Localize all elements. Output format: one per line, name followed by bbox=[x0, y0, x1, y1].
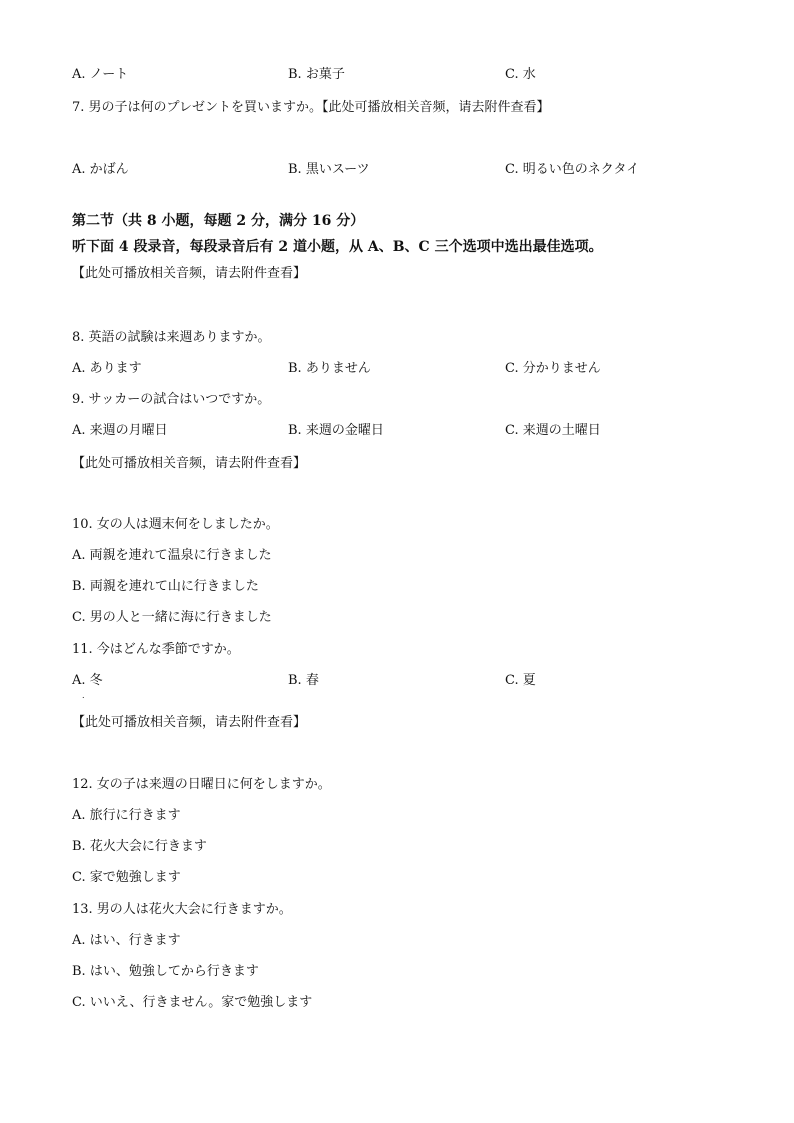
q10-option-b: B. 両親を連れて山に行きました bbox=[72, 579, 259, 594]
audio-note: 【此处可播放相关音频，请去附件查看】 bbox=[72, 715, 307, 730]
q13-option-b: B. はい、勉強してから行きます bbox=[72, 964, 259, 979]
q10-option-c: C. 男の人と一緒に海に行きました bbox=[72, 610, 272, 625]
q9-option-c: C. 来週の土曜日 bbox=[505, 423, 601, 438]
q11-option-a: A. 冬 bbox=[72, 673, 103, 688]
audio-note: 【此处可播放相关音频，请去附件查看】 bbox=[72, 266, 307, 281]
q8-option-a: A. あります bbox=[72, 361, 142, 376]
q8-option-b: B. ありません bbox=[288, 361, 371, 376]
q8-question: 8. 英語の試験は来週ありますか。 bbox=[72, 330, 271, 345]
q6-option-b: B. お菓子 bbox=[288, 67, 345, 82]
q7-question: 7. 男の子は何のプレゼントを買いますか。【此处可播放相关音频，请去附件查看】 bbox=[72, 100, 550, 115]
q13-option-c: C. いいえ、行きません。家で勉強します bbox=[72, 995, 313, 1010]
q12-option-c: C. 家で勉強します bbox=[72, 870, 181, 885]
q7-option-a: A. かばん bbox=[72, 162, 129, 177]
q9-option-b: B. 来週の金曜日 bbox=[288, 423, 384, 438]
q7-option-c: C. 明るい色のネクタイ bbox=[505, 162, 640, 177]
q6-option-a: A. ノート bbox=[72, 67, 129, 82]
q12-question: 12. 女の子は来週の日曜日に何をしますか。 bbox=[72, 777, 331, 792]
q11-option-c: C. 夏 bbox=[505, 673, 536, 688]
q6-option-c: C. 水 bbox=[505, 67, 536, 82]
q11-question: 11. 今はどんな季節ですか。 bbox=[72, 642, 240, 657]
q12-option-a: A. 旅行に行きます bbox=[72, 808, 181, 823]
q10-option-a: A. 両親を連れて温泉に行きました bbox=[72, 548, 272, 563]
section2-heading: 第二节（共 8 小题，每题 2 分，满分 16 分） bbox=[72, 213, 365, 229]
q11-option-b: B. 春 bbox=[288, 673, 319, 688]
section2-instruction: 听下面 4 段录音，每段录音后有 2 道小题，从 A、B、C 三个选项中选出最佳选项。 bbox=[72, 239, 603, 255]
q8-option-c: C. 分かりません bbox=[505, 361, 601, 376]
q10-question: 10. 女の人は週末何をしましたか。 bbox=[72, 517, 279, 532]
q9-option-a: A. 来週の月曜日 bbox=[72, 423, 168, 438]
q13-option-a: A. はい、行きます bbox=[72, 933, 181, 948]
q9-question: 9. サッカーの試合はいつですか。 bbox=[72, 392, 271, 407]
stray-dot: . bbox=[82, 691, 85, 700]
q7-option-b: B. 黒いスーツ bbox=[288, 162, 370, 177]
q13-question: 13. 男の人は花火大会に行きますか。 bbox=[72, 902, 292, 917]
q12-option-b: B. 花火大会に行きます bbox=[72, 839, 207, 854]
audio-note: 【此处可播放相关音频，请去附件查看】 bbox=[72, 456, 307, 471]
